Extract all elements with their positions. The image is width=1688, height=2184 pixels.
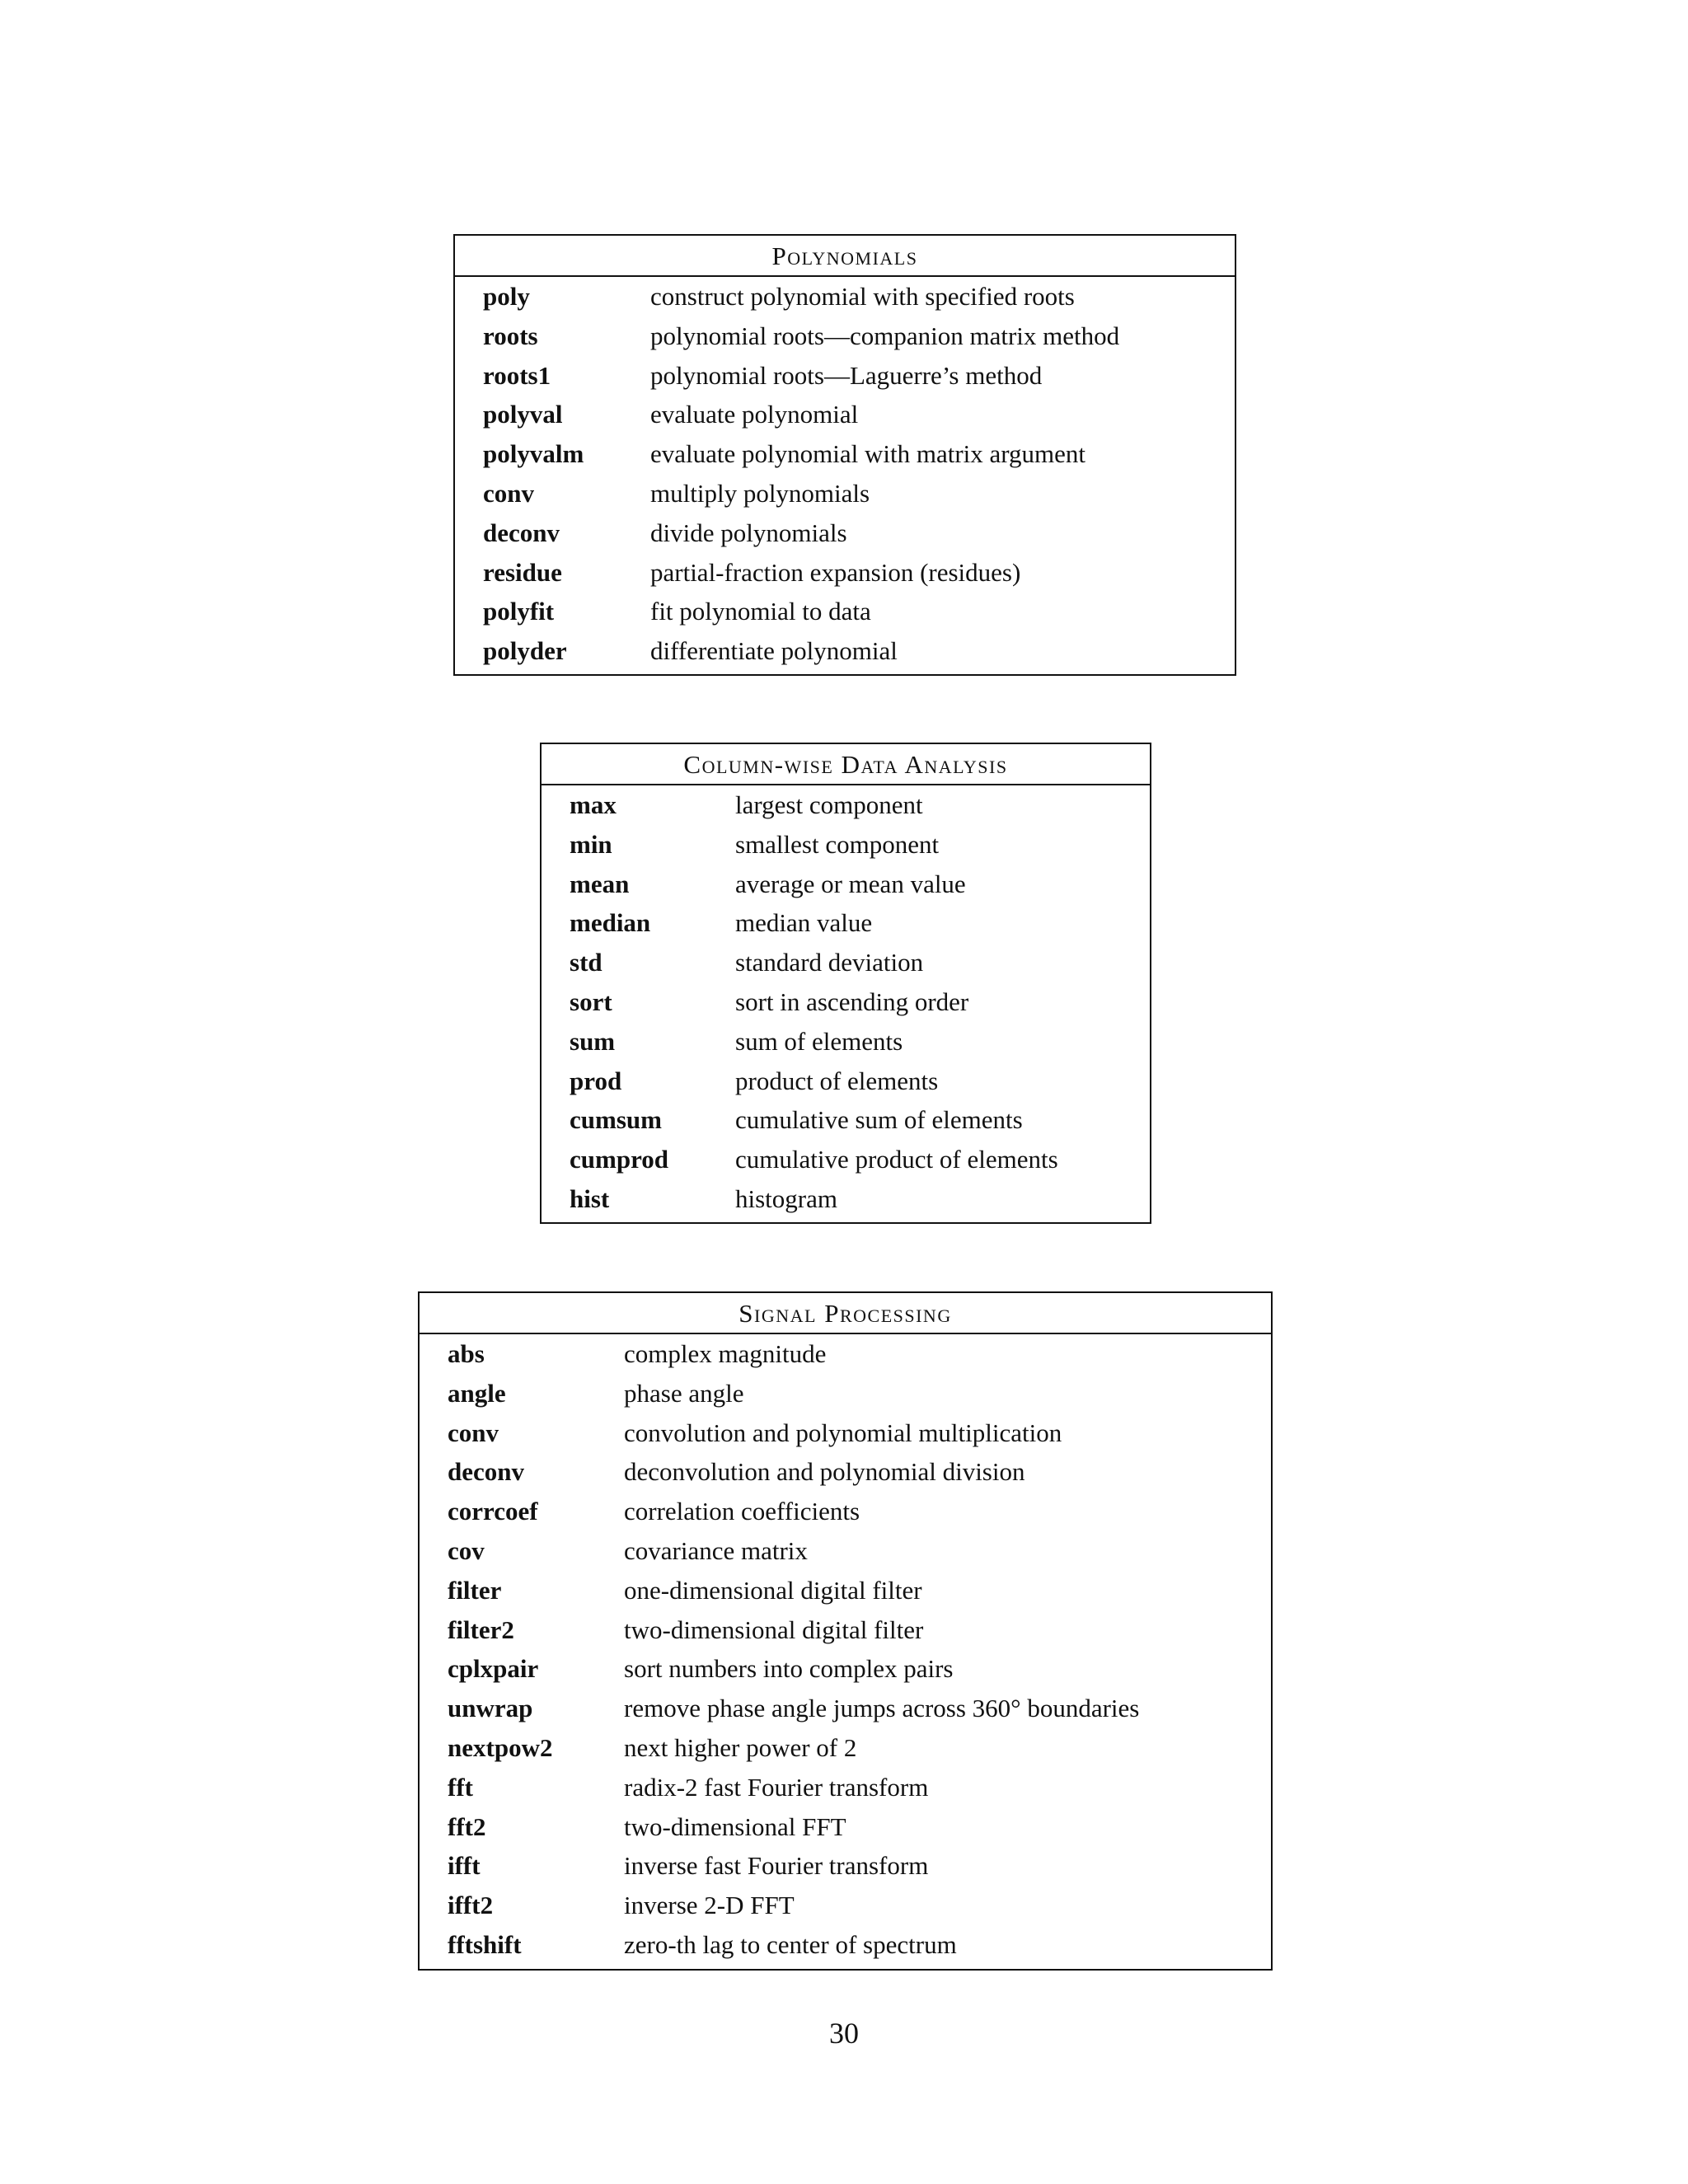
command-name: ifft <box>448 1851 481 1881</box>
command-description: sum of elements <box>735 1026 903 1056</box>
command-name: cumsum <box>570 1105 662 1135</box>
table-row <box>542 982 1150 1022</box>
polynomials-table <box>453 234 1236 676</box>
table-row <box>455 277 1235 316</box>
command-name: roots <box>483 321 538 350</box>
command-name: prod <box>570 1066 622 1095</box>
table-row <box>420 1492 1271 1531</box>
table-row <box>420 1768 1271 1807</box>
command-name: conv <box>448 1418 499 1447</box>
command-description: smallest component <box>735 829 940 859</box>
command-name: fftshift <box>448 1929 522 1959</box>
table-row <box>420 1531 1271 1571</box>
table-title: Column-wise Data Analysis <box>542 744 1150 785</box>
command-description: polynomial roots—Laguerre’s method <box>650 360 1043 390</box>
table-row <box>455 513 1235 553</box>
command-name: median <box>570 908 651 938</box>
command-description: divide polynomials <box>650 518 847 547</box>
page-number: 30 <box>829 2017 859 2050</box>
command-name: conv <box>483 478 534 508</box>
command-description: largest component <box>735 790 923 819</box>
table-row <box>542 1022 1150 1062</box>
command-description: fit polynomial to data <box>650 597 871 626</box>
table-row <box>542 903 1150 943</box>
table-row <box>420 1334 1271 1374</box>
command-description: sort in ascending order <box>735 987 969 1016</box>
table-row <box>420 1846 1271 1886</box>
command-description: multiply polynomials <box>650 478 870 508</box>
command-name: cplxpair <box>448 1654 539 1684</box>
command-name: max <box>570 790 617 819</box>
command-name: fft <box>448 1772 473 1802</box>
command-name: polyder <box>483 636 567 666</box>
command-description: correlation coefficients <box>624 1497 860 1526</box>
command-name: deconv <box>483 518 560 547</box>
command-description: standard deviation <box>735 948 924 977</box>
command-name: poly <box>483 282 530 311</box>
table-row <box>420 1374 1271 1413</box>
command-name: corrcoef <box>448 1497 538 1526</box>
table-row <box>455 474 1235 513</box>
command-description: two-dimensional FFT <box>624 1811 846 1841</box>
table-row <box>455 631 1235 671</box>
table-row <box>420 1925 1271 1965</box>
command-name: nextpow2 <box>448 1732 553 1762</box>
command-description: covariance matrix <box>624 1535 808 1565</box>
command-name: sum <box>570 1026 616 1056</box>
table-row <box>455 356 1235 396</box>
command-description: inverse fast Fourier transform <box>624 1851 929 1881</box>
table-row <box>420 1610 1271 1650</box>
command-name: cumprod <box>570 1145 669 1174</box>
command-description: sort numbers into complex pairs <box>624 1654 954 1684</box>
command-description: phase angle <box>624 1378 744 1408</box>
command-name: mean <box>570 869 630 898</box>
command-name: roots1 <box>483 360 551 390</box>
table-row <box>542 1100 1150 1140</box>
command-description: convolution and polynomial multiplication <box>624 1418 1062 1447</box>
command-description: differentiate polynomial <box>650 636 898 666</box>
table-body <box>542 785 1150 1219</box>
command-description: evaluate polynomial <box>650 400 859 429</box>
table-row <box>455 553 1235 593</box>
command-description: remove phase angle jumps across 360° boundaries <box>624 1694 1140 1723</box>
command-description: one-dimensional digital filter <box>624 1575 922 1605</box>
table-row <box>455 592 1235 631</box>
table-row <box>542 1140 1150 1179</box>
table-row <box>542 785 1150 825</box>
command-description: cumulative product of elements <box>735 1145 1058 1174</box>
data-analysis-table <box>540 743 1151 1224</box>
command-description: next higher power of 2 <box>624 1732 857 1762</box>
table-row <box>420 1886 1271 1925</box>
table-title: Polynomials <box>455 236 1235 277</box>
table-row <box>542 1179 1150 1219</box>
command-name: polyvalm <box>483 439 584 469</box>
command-name: ifft2 <box>448 1891 494 1920</box>
command-description: polynomial roots—companion matrix method <box>650 321 1120 350</box>
table-row <box>420 1452 1271 1492</box>
table-row <box>455 395 1235 434</box>
command-description: product of elements <box>735 1066 939 1095</box>
command-name: hist <box>570 1183 610 1213</box>
command-description: deconvolution and polynomial division <box>624 1457 1025 1487</box>
command-description: evaluate polynomial with matrix argument <box>650 439 1086 469</box>
table-row <box>542 943 1150 982</box>
command-description: cumulative sum of elements <box>735 1105 1023 1135</box>
signal-processing-table <box>418 1291 1273 1971</box>
command-description: construct polynomial with specified roots <box>650 282 1075 311</box>
command-name: filter <box>448 1575 502 1605</box>
table-row <box>542 825 1150 865</box>
command-name: fft2 <box>448 1811 486 1841</box>
command-description: complex magnitude <box>624 1339 827 1368</box>
command-description: median value <box>735 908 873 938</box>
table-title: Signal Processing <box>420 1293 1271 1334</box>
command-name: angle <box>448 1378 506 1408</box>
command-name: polyval <box>483 400 563 429</box>
table-row <box>420 1649 1271 1689</box>
command-description: average or mean value <box>735 869 966 898</box>
command-name: std <box>570 948 603 977</box>
command-name: min <box>570 829 612 859</box>
table-row <box>420 1413 1271 1453</box>
table-row <box>542 1062 1150 1101</box>
command-description: zero-th lag to center of spectrum <box>624 1929 957 1959</box>
command-name: deconv <box>448 1457 524 1487</box>
table-row <box>420 1728 1271 1768</box>
table-body <box>420 1334 1271 1965</box>
command-description: two-dimensional digital filter <box>624 1615 924 1644</box>
command-description: partial-fraction expansion (residues) <box>650 557 1021 587</box>
command-description: histogram <box>735 1183 837 1213</box>
table-body <box>455 277 1235 671</box>
command-name: unwrap <box>448 1694 533 1723</box>
command-description: radix-2 fast Fourier transform <box>624 1772 929 1802</box>
command-description: inverse 2-D FFT <box>624 1891 795 1920</box>
command-name: abs <box>448 1339 485 1368</box>
table-row <box>420 1807 1271 1847</box>
table-row <box>420 1571 1271 1610</box>
command-name: polyfit <box>483 597 555 626</box>
table-row <box>420 1689 1271 1728</box>
command-name: sort <box>570 987 612 1016</box>
table-row <box>455 434 1235 474</box>
command-name: residue <box>483 557 562 587</box>
table-row <box>542 865 1150 904</box>
command-name: filter2 <box>448 1615 514 1644</box>
table-row <box>455 316 1235 356</box>
command-name: cov <box>448 1535 485 1565</box>
